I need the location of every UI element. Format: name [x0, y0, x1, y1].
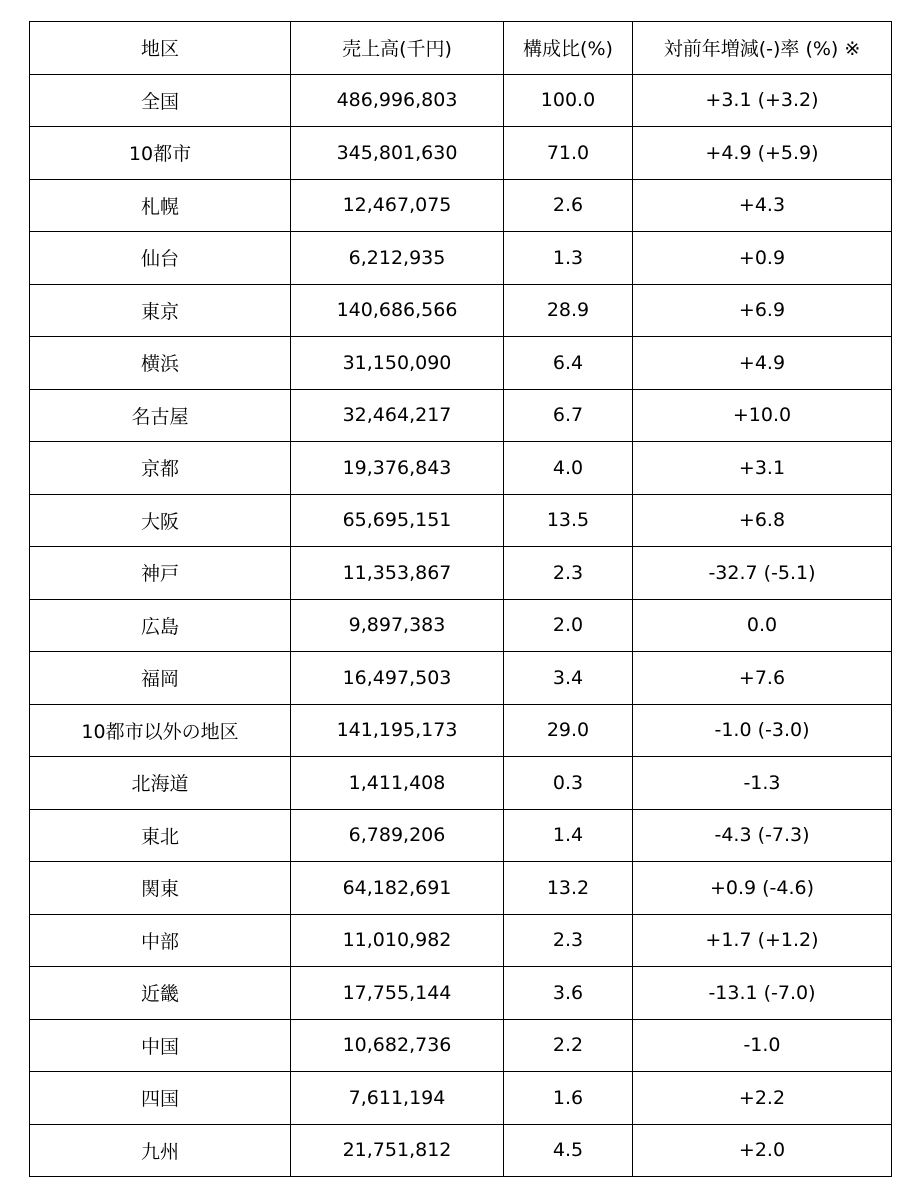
share-cell: 13.2 [504, 862, 633, 915]
change-cell: +1.7 (+1.2) [633, 914, 892, 967]
sales-cell: 10,682,736 [291, 1019, 504, 1072]
table-row [30, 757, 892, 810]
sales-cell: 31,150,090 [291, 337, 504, 390]
region-cell: 10都市以外の地区 [30, 704, 291, 757]
share-cell: 3.6 [504, 967, 633, 1020]
region-cell: 近畿 [30, 967, 291, 1020]
table-row [30, 914, 892, 967]
header-share: 構成比(%) [504, 22, 633, 75]
share-cell: 1.4 [504, 809, 633, 862]
change-cell: -32.7 (-5.1) [633, 547, 892, 600]
sales-cell: 17,755,144 [291, 967, 504, 1020]
sales-cell: 1,411,408 [291, 757, 504, 810]
region-cell: 神戸 [30, 547, 291, 600]
change-cell: +7.6 [633, 652, 892, 705]
region-cell: 中国 [30, 1019, 291, 1072]
sales-cell: 6,212,935 [291, 232, 504, 285]
table-body [30, 74, 892, 1177]
table-row [30, 547, 892, 600]
table-row [30, 179, 892, 232]
table-row [30, 967, 892, 1020]
header-region: 地区 [30, 22, 291, 75]
change-cell: -13.1 (-7.0) [633, 967, 892, 1020]
change-cell: +0.9 [633, 232, 892, 285]
region-cell: 10都市 [30, 127, 291, 180]
region-cell: 仙台 [30, 232, 291, 285]
sales-cell: 11,353,867 [291, 547, 504, 600]
share-cell: 6.7 [504, 389, 633, 442]
region-cell: 関東 [30, 862, 291, 915]
region-cell: 東京 [30, 284, 291, 337]
share-cell: 13.5 [504, 494, 633, 547]
table-row [30, 337, 892, 390]
sales-cell: 11,010,982 [291, 914, 504, 967]
sales-cell: 32,464,217 [291, 389, 504, 442]
change-cell: +6.9 [633, 284, 892, 337]
table-row [30, 862, 892, 915]
share-cell: 2.6 [504, 179, 633, 232]
table-header [30, 22, 892, 75]
region-cell: 札幌 [30, 179, 291, 232]
change-cell: +4.9 (+5.9) [633, 127, 892, 180]
sales-cell: 140,686,566 [291, 284, 504, 337]
sales-cell: 345,801,630 [291, 127, 504, 180]
share-cell: 0.3 [504, 757, 633, 810]
sales-cell: 21,751,812 [291, 1124, 504, 1177]
share-cell: 2.0 [504, 599, 633, 652]
table-row [30, 127, 892, 180]
table-row [30, 599, 892, 652]
sales-cell: 16,497,503 [291, 652, 504, 705]
region-cell: 北海道 [30, 757, 291, 810]
change-cell: -1.0 [633, 1019, 892, 1072]
sales-cell: 19,376,843 [291, 442, 504, 495]
change-cell: -1.0 (-3.0) [633, 704, 892, 757]
region-cell: 横浜 [30, 337, 291, 390]
table-row [30, 389, 892, 442]
change-cell: +3.1 (+3.2) [633, 74, 892, 127]
table-row [30, 232, 892, 285]
region-cell: 広島 [30, 599, 291, 652]
share-cell: 71.0 [504, 127, 633, 180]
region-cell: 福岡 [30, 652, 291, 705]
share-cell: 100.0 [504, 74, 633, 127]
change-cell: +0.9 (-4.6) [633, 862, 892, 915]
sales-cell: 9,897,383 [291, 599, 504, 652]
region-cell: 京都 [30, 442, 291, 495]
header-change: 対前年増減(-)率 (%) ※ [633, 22, 892, 75]
table-row [30, 652, 892, 705]
table-row [30, 494, 892, 547]
share-cell: 2.2 [504, 1019, 633, 1072]
share-cell: 4.0 [504, 442, 633, 495]
sales-cell: 65,695,151 [291, 494, 504, 547]
share-cell: 1.6 [504, 1072, 633, 1125]
share-cell: 6.4 [504, 337, 633, 390]
header-sales: 売上高(千円) [291, 22, 504, 75]
table-row [30, 284, 892, 337]
region-cell: 九州 [30, 1124, 291, 1177]
sales-cell: 141,195,173 [291, 704, 504, 757]
sales-cell: 486,996,803 [291, 74, 504, 127]
change-cell: -1.3 [633, 757, 892, 810]
change-cell: +4.3 [633, 179, 892, 232]
table-row [30, 442, 892, 495]
region-cell: 四国 [30, 1072, 291, 1125]
share-cell: 3.4 [504, 652, 633, 705]
change-cell: +2.0 [633, 1124, 892, 1177]
change-cell: -4.3 (-7.3) [633, 809, 892, 862]
share-cell: 4.5 [504, 1124, 633, 1177]
change-cell: +2.2 [633, 1072, 892, 1125]
table-row [30, 1072, 892, 1125]
table-row [30, 74, 892, 127]
change-cell: +3.1 [633, 442, 892, 495]
table-row [30, 704, 892, 757]
sales-cell: 6,789,206 [291, 809, 504, 862]
sales-table [29, 21, 892, 1177]
header-row [30, 22, 892, 75]
region-cell: 全国 [30, 74, 291, 127]
table-row [30, 1019, 892, 1072]
sales-cell: 64,182,691 [291, 862, 504, 915]
region-cell: 大阪 [30, 494, 291, 547]
change-cell: +10.0 [633, 389, 892, 442]
sales-cell: 7,611,194 [291, 1072, 504, 1125]
share-cell: 28.9 [504, 284, 633, 337]
share-cell: 2.3 [504, 914, 633, 967]
change-cell: +6.8 [633, 494, 892, 547]
change-cell: +4.9 [633, 337, 892, 390]
sales-cell: 12,467,075 [291, 179, 504, 232]
table-row [30, 809, 892, 862]
region-cell: 中部 [30, 914, 291, 967]
share-cell: 2.3 [504, 547, 633, 600]
table-row [30, 1124, 892, 1177]
change-cell: 0.0 [633, 599, 892, 652]
region-cell: 東北 [30, 809, 291, 862]
share-cell: 29.0 [504, 704, 633, 757]
region-cell: 名古屋 [30, 389, 291, 442]
share-cell: 1.3 [504, 232, 633, 285]
